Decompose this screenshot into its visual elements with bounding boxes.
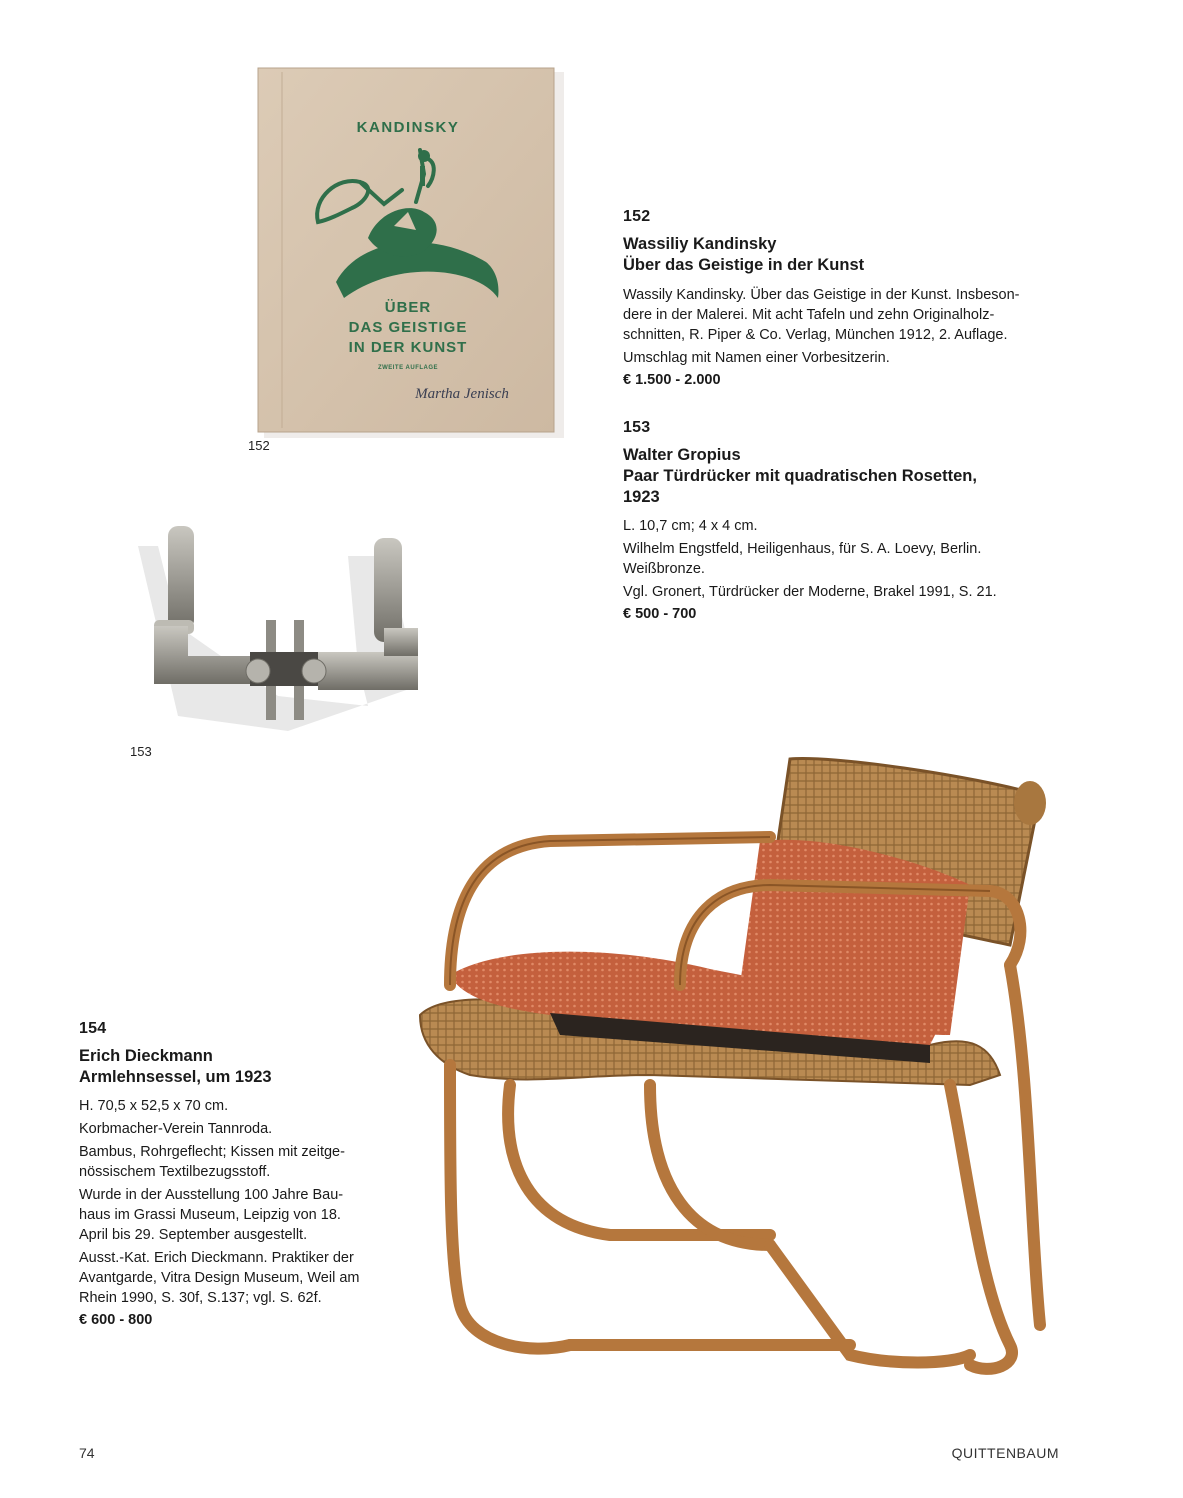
lot-description-line: Bambus, Rohrgeflecht; Kissen mit zeitge- [79,1144,345,1160]
lot-title: Armlehnsessel, um 1923 [79,1068,272,1086]
lot-153 [623,419,1063,625]
lot-title: Paar Türdrücker mit quadratischen Rosetten, [623,467,977,485]
book-image [248,62,568,442]
lot-title: Über das Geistige in der Kunst [623,256,865,274]
lot-description-line: L. 10,7 cm; 4 x 4 cm. [623,518,758,534]
door-handle-illustration [118,516,438,746]
lot-description-line: Korbmacher-Verein Tannroda. [79,1121,273,1137]
handle-image [118,516,438,746]
lot-description-line: H. 70,5 x 52,5 x 70 cm. [79,1098,229,1114]
lot-description-line: nössischem Textilbezugsstoff. [79,1164,271,1180]
lot-152 [623,208,1063,391]
book-illustration [248,62,568,442]
cover-author: KANDINSKY [356,119,460,136]
lot-154 [79,1020,379,1331]
lot-description-line: Wassily Kandinsky. Über das Geistige in der Kunst. Insbeson- [623,287,1020,303]
lot-description-line: haus im Grassi Museum, Leipzig von 18. [79,1207,341,1223]
lot-description-line: Ausst.-Kat. Erich Dieckmann. Praktiker der [79,1250,354,1266]
caption-153: 153 [130,744,152,759]
page-number: 74 [79,1445,95,1461]
lot-price: € 600 - 800 [79,1312,153,1328]
lot-title-year: 1923 [623,488,660,506]
lot-description-line: April bis 29. September ausgestellt. [79,1227,308,1243]
lot-description-line: Vgl. Gronert, Türdrücker der Moderne, Brakel 1991, S. 21. [623,584,997,600]
lot-description-line: Avantgarde, Vitra Design Museum, Weil am [79,1270,360,1286]
armchair-illustration [410,745,1060,1385]
cover-title-3: IN DER KUNST [348,339,468,356]
lot-description-line: Rhein 1990, S. 30f, S.137; vgl. S. 62f. [79,1290,322,1306]
lot-number: 153 [623,419,651,436]
lot-description-line: Weißbronze. [623,561,705,577]
lot-price: € 500 - 700 [623,606,697,622]
lot-artist: Walter Gropius [623,446,741,464]
lot-artist: Wassiliy Kandinsky [623,235,777,253]
caption-152: 152 [248,438,270,453]
lot-number: 152 [623,208,651,225]
lot-description-line: schnitten, R. Piper & Co. Verlag, München 1912, 2. Auflage. [623,327,1008,343]
lot-description-line: Wurde in der Ausstellung 100 Jahre Bau- [79,1187,344,1203]
lot-artist: Erich Dieckmann [79,1047,213,1065]
cover-title-1: ÜBER [384,299,432,316]
lot-price: € 1.500 - 2.000 [623,372,721,388]
cover-signature: Martha Jenisch [415,386,509,402]
lot-description-line: Wilhelm Engstfeld, Heiligenhaus, für S. A. Loevy, Berlin. [623,541,982,557]
chair-image [410,745,1060,1385]
cover-edition: ZWEITE AUFLAGE [377,365,439,371]
lot-number: 154 [79,1020,107,1037]
brand-name: QUITTENBAUM [951,1445,1059,1461]
lot-description-line: Umschlag mit Namen einer Vorbesitzerin. [623,350,890,366]
lot-description-line: dere in der Malerei. Mit acht Tafeln und zehn Originalholz- [623,307,995,323]
cover-title-2: DAS GEISTIGE [348,319,468,336]
